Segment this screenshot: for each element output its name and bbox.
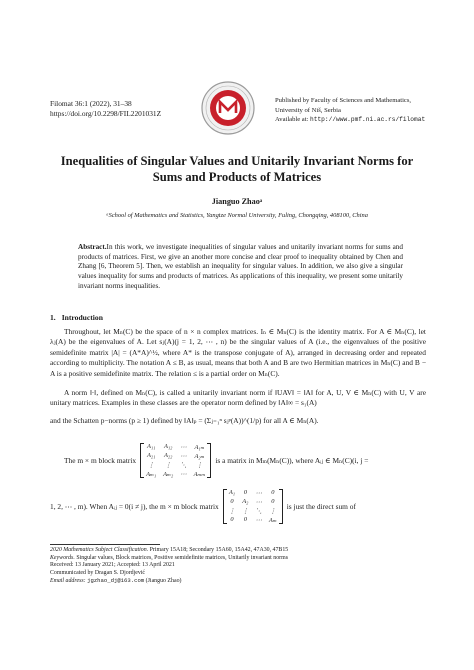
- intro-paragraph-3: and the Schatten p−norms (p ≥ 1) defined by ‖A‖ₚ = (Σⱼ₌₁ⁿ sⱼᵖ(A))^(1/p) for all A ∈ Mₙ(A).: [50, 416, 319, 425]
- footnotes: 2020 Mathematics Subject Classification. Primary 15A18; Secondary 15A60, 15A42, 47A30, 47B15 Keywords. Singular values, Block matrices, Positive semidefinite matrices, Unitarily invariant norms Received: 13 January 2021; Accepted: 13 April 2021 Communicated by Dragan S. Djordjević Email address: jgzhao_dj@163.com (Jianguo Zhao): [50, 547, 289, 584]
- abstract: [78, 243, 403, 292]
- filomat-url-link[interactable]: http://www.pmf.ni.ac.rs/filomat: [310, 116, 426, 124]
- block-matrix-cell: ⋯: [180, 452, 187, 460]
- diagonal-matrix-cell: 0: [271, 497, 275, 505]
- diagonal-matrix-cell: ⋯: [255, 489, 262, 497]
- diagonal-matrix-cell: 0: [230, 497, 234, 505]
- block-matrix-cell: A₂₁: [146, 451, 156, 459]
- diagonal-matrix-cell: A₁: [228, 488, 236, 496]
- block-matrix-cell: ⋯: [180, 443, 187, 451]
- block-matrix: [140, 443, 211, 478]
- diagonal-matrix-cell: 0: [243, 488, 247, 496]
- diagonal-matrix-cell: ⋮: [228, 507, 236, 515]
- diagonal-matrix-cell: A₂: [242, 497, 249, 505]
- intro-paragraph-2: A norm ‖·‖, defined on Mₙ(C), is called a unitarily invariant norm if ‖UAV‖ = ‖A‖ for A, U, V ∈ Mₙ(C) with U, V are unitary matrices. Examples in these classes are the operator norm defined by ‖A‖∞ = s₁(A): [50, 388, 426, 408]
- diagonal-matrix-cell: ⋮: [269, 507, 277, 515]
- diagonal-matrix-cell: ⋯: [255, 498, 262, 506]
- block-matrix-cell: Aₘ₂: [163, 470, 174, 478]
- abstract-label: Abstract.: [78, 243, 107, 251]
- diagonal-matrix-cell: 0: [271, 488, 275, 496]
- journal-header: [50, 99, 210, 119]
- paper-title: Inequalities of Singular Values and Unitarily Invariant Norms for Sums and Products of Matrices: [60, 154, 414, 184]
- footnote-divider: [50, 544, 160, 545]
- block-matrix-cell: ⋮: [196, 461, 203, 469]
- diagonal-block-matrix: [223, 489, 283, 524]
- block-matrix-cell: A₁ₘ: [194, 443, 205, 451]
- block-matrix-cell: Aₘ₁: [146, 470, 157, 478]
- block-matrix-cell: A₁₂: [164, 442, 173, 450]
- block-matrix-line: The m × m block matrix A₁₁ A₁₂ ⋯ A₁ₘ A₂₁ A₂₂ ⋯ A₂ₘ ⋮ ⋮ ⋱ ⋮ Aₘ₁ Aₘ₂ ⋯ Aₘₘ is a matrix in Mₘ(Mₙ(C)), where Aᵢⱼ ∈ Mₙ(C)(i, j =: [64, 442, 369, 478]
- publisher-info: Published by Faculty of Sciences and Mathematics, University of Niš, Serbia Available at: http://www.pmf.ni.ac.rs/filomat: [275, 97, 426, 124]
- block-matrix-cell: A₁₁: [146, 442, 156, 450]
- diagonal-matrix-cell: 0: [230, 515, 234, 523]
- diagonal-matrix-cell: ⋯: [255, 516, 262, 524]
- doi-link[interactable]: https://doi.org/10.2298/FIL2201031Z: [50, 109, 162, 118]
- abstract-text: In this work, we investigate inequalities of singular values and unitarily invariant norms for sums and products of matrices. First, we give an another more concise and clear proof to inequality obtained by Chen and Zhang [6, Theorem 5]. Then, we establish an inequality for singular values. In addition, we also give a singular values inequality for sums and products of matrices. As applications of this inequality, we present some unitarily invariant norms inequalities.: [78, 243, 403, 290]
- block-matrix-cell: Aₘₘ: [193, 470, 206, 478]
- diagonal-matrix-line: 1, 2, ⋯ , m). When Aᵢⱼ = 0(i ≠ j), the m × m block matrix A₁ 0 ⋯ 0 0 A₂ ⋯ 0 ⋮ ⋮ ⋱ ⋮ 0 0 ⋯ Aₘ is just the direct sum of: [50, 488, 356, 524]
- diagonal-matrix-cell: 0: [243, 515, 247, 523]
- author-email-link[interactable]: jgzhao_dj@163.com: [87, 577, 145, 584]
- journal-citation: Filomat 36:1 (2022), 31–38: [50, 99, 132, 108]
- block-matrix-cell: ⋱: [180, 461, 187, 469]
- section-heading: 1. Introduction: [50, 313, 103, 322]
- intro-paragraph-1: Throughout, let Mₙ(C) be the space of n × n complex matrices. Iₙ ∈ Mₙ(C) is the identity matrix. For A ∈ Mₙ(C), let λⱼ(A) be the eigenvalues of A. Let sⱼ(A)(j = 1, 2, ⋯ , n) be the singular values of A (i.e., the eigenvalues of the positive semidefinite matrix |A| = (A*A)^½, where A* is the transpose conjugate of A), arranged in decreasing order and repeated according to multiplicity. The notation A ≤ B, as usual, means that both A and B are two Hermitian matrices in Mₙ(C) and B − A is a positive semidefinite matrix. The relation ≤ is a partial order on Mₙ(C).: [50, 327, 426, 378]
- author-affiliation: ᵃSchool of Mathematics and Statistics, Yangtze Normal University, Fuling, Chongqing, 408100, China: [106, 212, 368, 219]
- diagonal-matrix-cell: ⋱: [255, 507, 262, 515]
- block-matrix-cell: ⋯: [180, 470, 187, 478]
- university-seal-icon: [200, 80, 256, 136]
- block-matrix-cell: A₂ₘ: [194, 452, 205, 460]
- author-name: Jianguo Zhaoᵃ: [211, 197, 263, 206]
- block-matrix-cell: ⋮: [147, 461, 155, 469]
- block-matrix-cell: ⋮: [164, 461, 172, 469]
- diagonal-matrix-cell: ⋮: [242, 507, 249, 515]
- block-matrix-cell: A₂₂: [164, 451, 173, 459]
- diagonal-matrix-cell: Aₘ: [268, 516, 277, 524]
